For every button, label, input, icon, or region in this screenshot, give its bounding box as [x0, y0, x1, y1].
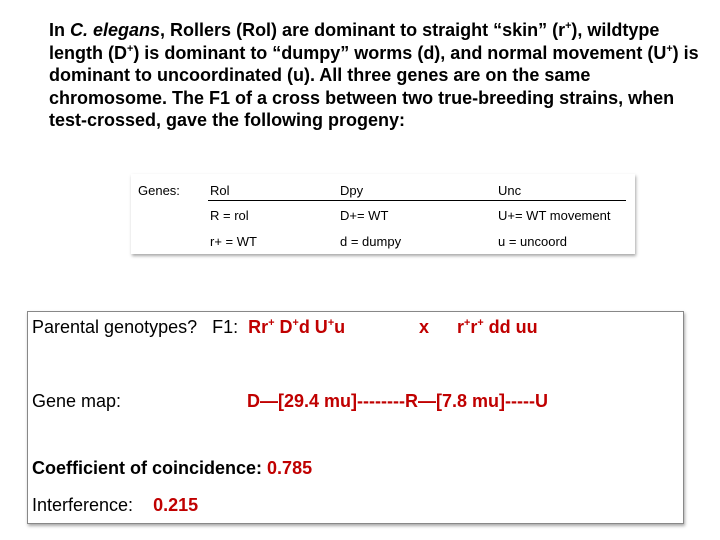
gene-map-label: Gene map: [32, 391, 122, 411]
unc-mutant: u = uncoord [498, 234, 568, 249]
header-dpy: Dpy [340, 183, 364, 198]
dpy-wildtype: D+= WT [340, 208, 389, 223]
answer-box [27, 311, 684, 524]
header-underline [496, 200, 626, 201]
interference-label: Interference: [32, 495, 134, 515]
intro-text-4: ) is dominant to “dumpy” worms (d), and normal movement (U [133, 42, 667, 63]
f1-genotype: Rr+ D+d U+u [248, 317, 346, 337]
f1-label: F1: [212, 317, 239, 337]
intro-text-5: ) is dominant to uncoordinated (u). All three genes are on the same chromosome. The F1 of a cross between two true-breeding strains, when test-crossed, gave the following progeny: [49, 42, 699, 131]
intro-text-1: In [49, 20, 70, 40]
header-rol: Rol [210, 183, 230, 198]
parental-genotypes-row [32, 317, 345, 338]
genes-label: Genes: [138, 183, 180, 198]
superscript-plus: + [565, 20, 572, 32]
rol-wildtype: r+ = WT [210, 234, 257, 249]
rol-dominant: R = rol [210, 208, 249, 223]
interference-value: 0.215 [153, 495, 199, 515]
coc-label: Coefficient of coincidence: [32, 458, 263, 478]
dpy-mutant: d = dumpy [340, 234, 402, 249]
coefficient-row [32, 458, 312, 479]
problem-statement [49, 19, 699, 132]
superscript-plus: + [666, 42, 673, 55]
tester-genotype: r+r+ dd uu [457, 317, 538, 337]
interference-row [32, 495, 198, 516]
gene-map-value: D—[29.4 mu]--------R—[7.8 mu]-----U [247, 391, 548, 411]
parental-label: Parental genotypes? [32, 317, 198, 337]
unc-wildtype: U+= WT movement [498, 208, 611, 223]
superscript-plus: + [127, 42, 134, 55]
header-underline [338, 200, 496, 201]
intro-text-3: ), wildtype length (D [49, 20, 660, 63]
species-name: C. elegans [70, 20, 161, 40]
genes-table [131, 174, 635, 254]
cross-symbol: x [419, 317, 430, 337]
coc-value: 0.785 [267, 458, 313, 478]
intro-text-2: , Rollers (Rol) are dominant to straight “skin” (r [160, 20, 566, 40]
header-unc: Unc [498, 183, 522, 198]
header-underline [208, 200, 342, 201]
